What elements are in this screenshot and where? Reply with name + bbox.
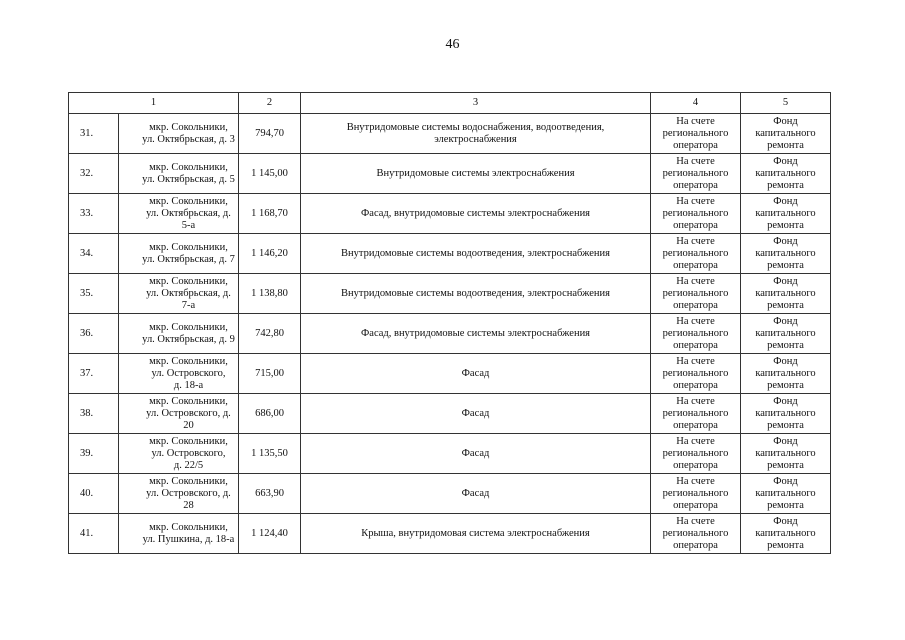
works-line: Фасад, внутридомовые системы электроснабжения [360, 207, 591, 219]
fund-line: капитального [755, 287, 816, 299]
owner-line: На счете [676, 315, 715, 327]
address-line: мкр. Сокольники, [149, 121, 228, 133]
area-cell: 1 138,80 [239, 274, 301, 314]
works-cell [301, 314, 651, 354]
address-line: ул. Октябрьская, д. 5-а [146, 207, 231, 231]
account-owner-cell [651, 474, 741, 514]
address-cell [119, 474, 239, 514]
header-col-3: 3 [301, 93, 651, 114]
table-row [69, 394, 831, 434]
area-cell: 1 145,00 [239, 154, 301, 194]
area-cell: 663,90 [239, 474, 301, 514]
address-line: ул. Октябрьская, д. 5 [142, 173, 235, 185]
fund-line: Фонд [773, 355, 798, 367]
row-number: 40. [69, 474, 119, 514]
fund-line: ремонта [767, 299, 804, 311]
address-line: д. 18-а [173, 379, 204, 391]
fund-line: ремонта [767, 339, 804, 351]
owner-line: регионального [662, 127, 729, 139]
table-row [69, 474, 831, 514]
owner-line: оператора [673, 459, 718, 471]
address-cell [119, 234, 239, 274]
fund-line: ремонта [767, 459, 804, 471]
owner-line: На счете [676, 515, 715, 527]
address-line: ул. Островского, д. 28 [146, 487, 231, 511]
address-line: мкр. Сокольники, [149, 321, 228, 333]
fund-line: ремонта [767, 379, 804, 391]
row-number: 38. [69, 394, 119, 434]
owner-line: На счете [676, 355, 715, 367]
owner-line: На счете [676, 395, 715, 407]
owner-line: регионального [662, 327, 729, 339]
owner-line: На счете [676, 235, 715, 247]
funding-source-cell [741, 514, 831, 554]
address-cell [119, 514, 239, 554]
area-cell: 686,00 [239, 394, 301, 434]
address-cell [119, 394, 239, 434]
header-col-5: 5 [741, 93, 831, 114]
works-cell [301, 394, 651, 434]
fund-line: капитального [755, 167, 816, 179]
owner-line: На счете [676, 435, 715, 447]
works-cell [301, 114, 651, 154]
fund-line: ремонта [767, 419, 804, 431]
address-line: ул. Октябрьская, д. 3 [142, 133, 235, 145]
funding-source-cell [741, 274, 831, 314]
table-row [69, 514, 831, 554]
header-col-1: 1 [69, 93, 239, 114]
owner-line: оператора [673, 299, 718, 311]
address-line: мкр. Сокольники, [149, 355, 228, 367]
area-cell: 1 124,40 [239, 514, 301, 554]
address-cell [119, 434, 239, 474]
address-cell [119, 314, 239, 354]
funding-source-cell [741, 234, 831, 274]
address-line: мкр. Сокольники, [149, 435, 228, 447]
works-cell [301, 234, 651, 274]
address-cell [119, 354, 239, 394]
works-cell [301, 474, 651, 514]
table-row [69, 114, 831, 154]
works-table [68, 92, 831, 554]
fund-line: капитального [755, 407, 816, 419]
works-line: электроснабжения [434, 133, 517, 145]
address-line: ул. Октябрьская, д. 7-а [146, 287, 231, 311]
fund-line: ремонта [767, 539, 804, 551]
table-header-row [69, 93, 831, 114]
owner-line: оператора [673, 339, 718, 351]
address-line: ул. Островского, д. 20 [146, 407, 231, 431]
account-owner-cell [651, 114, 741, 154]
address-line: ул. Октябрьская, д. 7 [142, 253, 235, 265]
works-cell [301, 274, 651, 314]
row-number: 39. [69, 434, 119, 474]
funding-source-cell [741, 354, 831, 394]
owner-line: регионального [662, 487, 729, 499]
owner-line: регионального [662, 167, 729, 179]
account-owner-cell [651, 194, 741, 234]
fund-line: капитального [755, 327, 816, 339]
area-cell: 715,00 [239, 354, 301, 394]
owner-line: На счете [676, 155, 715, 167]
owner-line: оператора [673, 219, 718, 231]
account-owner-cell [651, 394, 741, 434]
works-line: Внутридомовые системы водоснабжения, водоотведения, [346, 121, 605, 133]
owner-line: регионального [662, 527, 729, 539]
address-line: д. 22/5 [173, 459, 204, 471]
works-cell [301, 514, 651, 554]
table-row [69, 354, 831, 394]
address-cell [119, 114, 239, 154]
page-number: 46 [445, 37, 460, 52]
header-col-4: 4 [651, 93, 741, 114]
header-col-2: 2 [239, 93, 301, 114]
works-line: Фасад [461, 487, 490, 499]
account-owner-cell [651, 314, 741, 354]
owner-line: регионального [662, 247, 729, 259]
row-number: 37. [69, 354, 119, 394]
address-line: мкр. Сокольники, [149, 275, 228, 287]
fund-line: Фонд [773, 515, 798, 527]
owner-line: На счете [676, 115, 715, 127]
owner-line: оператора [673, 539, 718, 551]
fund-line: Фонд [773, 475, 798, 487]
area-cell: 742,80 [239, 314, 301, 354]
area-cell: 1 146,20 [239, 234, 301, 274]
fund-line: ремонта [767, 499, 804, 511]
owner-line: оператора [673, 499, 718, 511]
works-cell [301, 434, 651, 474]
row-number: 35. [69, 274, 119, 314]
account-owner-cell [651, 274, 741, 314]
owner-line: оператора [673, 179, 718, 191]
funding-source-cell [741, 154, 831, 194]
row-number: 32. [69, 154, 119, 194]
row-number: 36. [69, 314, 119, 354]
owner-line: оператора [673, 139, 718, 151]
owner-line: На счете [676, 195, 715, 207]
fund-line: Фонд [773, 275, 798, 287]
owner-line: регионального [662, 367, 729, 379]
owner-line: оператора [673, 259, 718, 271]
funding-source-cell [741, 474, 831, 514]
row-number: 33. [69, 194, 119, 234]
works-line: Фасад [461, 407, 490, 419]
fund-line: Фонд [773, 115, 798, 127]
account-owner-cell [651, 354, 741, 394]
fund-line: Фонд [773, 235, 798, 247]
funding-source-cell [741, 114, 831, 154]
works-cell [301, 354, 651, 394]
fund-line: Фонд [773, 195, 798, 207]
owner-line: регионального [662, 447, 729, 459]
fund-line: Фонд [773, 315, 798, 327]
address-line: мкр. Сокольники, [149, 395, 228, 407]
works-line: Внутридомовые системы водоотведения, электроснабжения [341, 287, 610, 299]
address-line: мкр. Сокольники, [149, 241, 228, 253]
table-row [69, 434, 831, 474]
owner-line: На счете [676, 475, 715, 487]
account-owner-cell [651, 154, 741, 194]
works-line: Внутридомовые системы водоотведения, электроснабжения [341, 247, 610, 259]
address-line: ул. Пушкина, д. 18-а [142, 533, 235, 545]
fund-line: капитального [755, 447, 816, 459]
row-number: 41. [69, 514, 119, 554]
owner-line: оператора [673, 419, 718, 431]
table-row [69, 234, 831, 274]
area-cell: 1 135,50 [239, 434, 301, 474]
fund-line: Фонд [773, 435, 798, 447]
table-row [69, 314, 831, 354]
owner-line: регионального [662, 207, 729, 219]
address-line: мкр. Сокольники, [149, 475, 228, 487]
address-cell [119, 154, 239, 194]
fund-line: капитального [755, 127, 816, 139]
owner-line: На счете [676, 275, 715, 287]
owner-line: регионального [662, 407, 729, 419]
fund-line: капитального [755, 207, 816, 219]
area-cell: 1 168,70 [239, 194, 301, 234]
address-line: мкр. Сокольники, [149, 161, 228, 173]
funding-source-cell [741, 194, 831, 234]
owner-line: регионального [662, 287, 729, 299]
address-cell [119, 274, 239, 314]
table-row [69, 154, 831, 194]
account-owner-cell [651, 514, 741, 554]
fund-line: ремонта [767, 259, 804, 271]
fund-line: Фонд [773, 155, 798, 167]
address-line: ул. Островского, [151, 447, 226, 459]
address-cell [119, 194, 239, 234]
table-row [69, 194, 831, 234]
funding-source-cell [741, 434, 831, 474]
works-line: Фасад [461, 447, 490, 459]
fund-line: капитального [755, 527, 816, 539]
address-line: ул. Октябрьская, д. 9 [142, 333, 235, 345]
row-number: 34. [69, 234, 119, 274]
works-line: Фасад [461, 367, 490, 379]
account-owner-cell [651, 434, 741, 474]
address-line: мкр. Сокольники, [149, 195, 228, 207]
area-cell: 794,70 [239, 114, 301, 154]
funding-source-cell [741, 394, 831, 434]
row-number: 31. [69, 114, 119, 154]
works-cell [301, 154, 651, 194]
address-line: мкр. Сокольники, [149, 521, 228, 533]
fund-line: капитального [755, 367, 816, 379]
fund-line: ремонта [767, 179, 804, 191]
works-line: Фасад, внутридомовые системы электроснабжения [360, 327, 591, 339]
works-line: Внутридомовые системы электроснабжения [376, 167, 575, 179]
owner-line: оператора [673, 379, 718, 391]
fund-line: капитального [755, 487, 816, 499]
account-owner-cell [651, 234, 741, 274]
fund-line: Фонд [773, 395, 798, 407]
fund-line: ремонта [767, 219, 804, 231]
works-cell [301, 194, 651, 234]
funding-source-cell [741, 314, 831, 354]
address-line: ул. Островского, [151, 367, 226, 379]
works-line: Крыша, внутридомовая система электроснабжения [361, 527, 590, 539]
fund-line: капитального [755, 247, 816, 259]
table-row [69, 274, 831, 314]
fund-line: ремонта [767, 139, 804, 151]
